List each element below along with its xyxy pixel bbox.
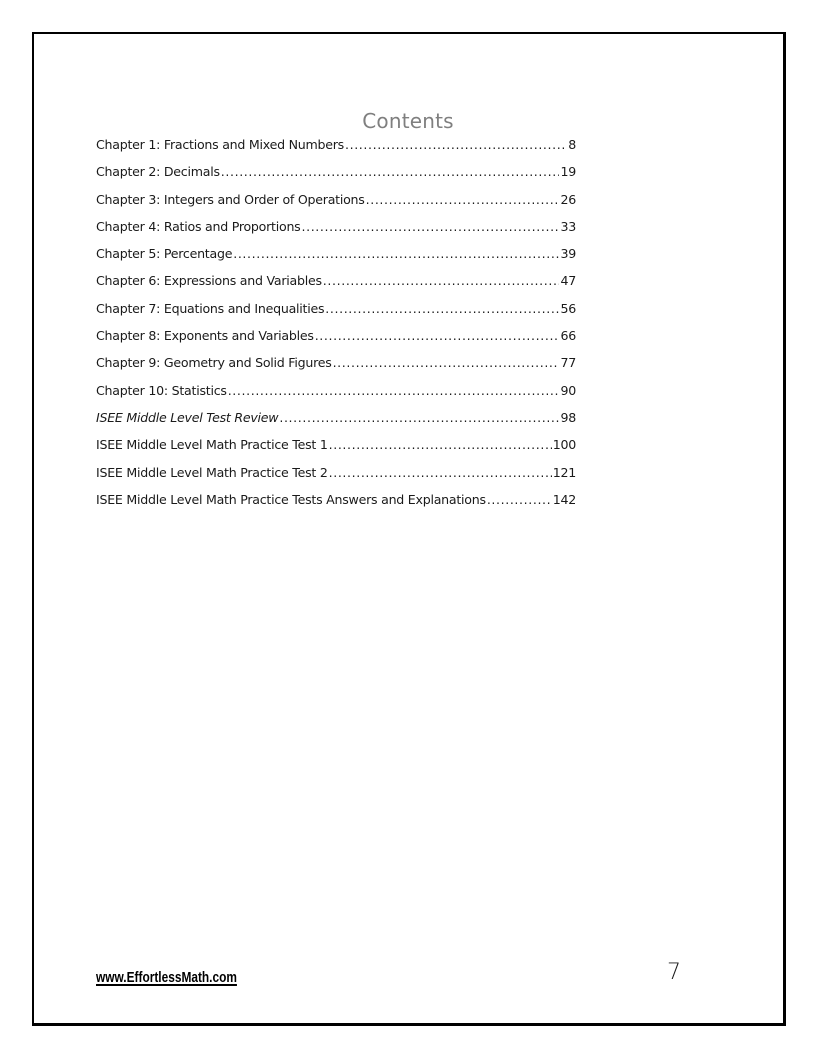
toc-entry-page: 19	[560, 164, 576, 180]
toc-entry[interactable]	[96, 492, 576, 519]
dot-leader	[315, 328, 560, 343]
toc-entry[interactable]	[96, 437, 576, 464]
toc-entry-label: Chapter 10: Statistics	[96, 382, 227, 398]
toc-entry[interactable]	[96, 192, 576, 219]
dot-leader	[329, 465, 552, 480]
toc-entry-page: 77	[560, 355, 576, 371]
toc-entry-label: Chapter 2: Decimals	[96, 164, 220, 180]
toc-entry[interactable]	[96, 164, 576, 191]
toc-entry-page: 39	[560, 246, 576, 262]
toc-entry-label: Chapter 5: Percentage	[96, 246, 233, 262]
toc-entry-page: 66	[560, 328, 576, 344]
toc-entry-label: ISEE Middle Level Math Practice Test 2	[96, 464, 328, 480]
toc-entry-page: 26	[560, 191, 576, 207]
toc-entry-page: 142	[552, 491, 576, 507]
table-of-contents	[96, 137, 576, 519]
toc-entry[interactable]	[96, 273, 576, 300]
toc-entry-label: Chapter 3: Integers and Order of Operations	[96, 191, 365, 207]
toc-entry-label: Chapter 1: Fractions and Mixed Numbers	[96, 137, 344, 152]
toc-entry[interactable]	[96, 383, 576, 410]
toc-entry-label: Chapter 9: Geometry and Solid Figures	[96, 355, 332, 371]
toc-entry-label: ISEE Middle Level Math Practice Tests Answers and Explanations	[96, 491, 486, 507]
toc-entry-page: 33	[560, 218, 576, 234]
dot-leader	[221, 164, 560, 179]
toc-entry-page: 121	[552, 464, 576, 480]
dot-leader	[279, 410, 559, 425]
toc-entry-page: 98	[560, 409, 576, 425]
toc-entry-label: Chapter 4: Ratios and Proportions	[96, 218, 301, 234]
toc-entry-label: ISEE Middle Level Math Practice Test 1	[96, 437, 328, 453]
toc-entry[interactable]	[96, 410, 576, 437]
website-link[interactable]: www.EffortlessMath.com	[96, 970, 237, 986]
toc-entry-page: 100	[552, 437, 576, 453]
dot-leader	[302, 219, 560, 234]
dot-leader	[366, 192, 560, 207]
toc-entry[interactable]	[96, 465, 576, 492]
toc-entry-label: Chapter 6: Expressions and Variables	[96, 273, 322, 289]
toc-entry[interactable]	[96, 328, 576, 355]
dot-leader	[233, 246, 559, 261]
page-title: Contents	[362, 109, 454, 134]
toc-entry-label: ISEE Middle Level Test Review	[96, 409, 279, 425]
toc-entry-page: 56	[560, 300, 576, 316]
toc-entry[interactable]	[96, 137, 576, 164]
toc-entry[interactable]	[96, 246, 576, 273]
dot-leader	[325, 301, 559, 316]
dot-leader	[333, 355, 560, 370]
dot-leader	[487, 492, 552, 507]
toc-entry-label: Chapter 8: Exponents and Variables	[96, 328, 314, 344]
toc-entry-page: 47	[560, 273, 576, 289]
page-number: 7	[667, 960, 681, 985]
toc-entry[interactable]	[96, 219, 576, 246]
toc-entry[interactable]	[96, 355, 576, 382]
toc-entry[interactable]	[96, 301, 576, 328]
dot-leader	[323, 273, 560, 288]
dot-leader	[345, 137, 567, 152]
toc-entry-page: 8	[568, 137, 576, 152]
dot-leader	[228, 383, 560, 398]
toc-entry-label: Chapter 7: Equations and Inequalities	[96, 300, 325, 316]
toc-entry-page: 90	[560, 382, 576, 398]
dot-leader	[329, 437, 552, 452]
